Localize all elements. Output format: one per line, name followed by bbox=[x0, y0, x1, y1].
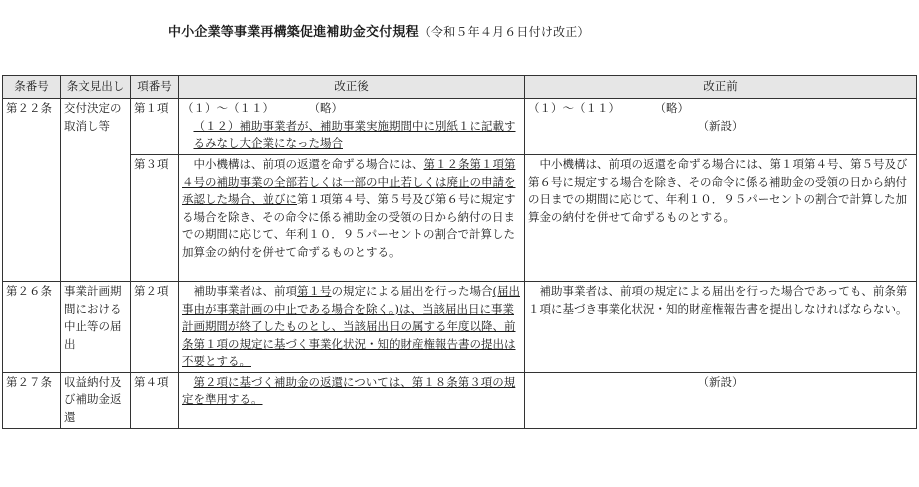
item-no-cell: 第２項 bbox=[131, 282, 179, 373]
comparison-table bbox=[2, 75, 917, 429]
before-text-unchanged: （１）～（１１） （略） bbox=[528, 101, 689, 115]
table-row bbox=[3, 282, 917, 373]
after-text-added: 第２項に基づく補助金の返還については、第１８条第３項の規定を準用する。 bbox=[182, 374, 516, 406]
document-title bbox=[168, 21, 590, 40]
before-text-new-marker: （新設） bbox=[697, 118, 744, 133]
before-revision-cell bbox=[525, 99, 917, 155]
article-heading-cell: 収益納付及び補助金返還 bbox=[61, 372, 131, 428]
before-text-new-marker: （新設） bbox=[697, 374, 744, 389]
document-title-main: 中小企業等事業再構築促進補助金交付規程 bbox=[168, 25, 419, 40]
before-revision-cell bbox=[525, 155, 917, 282]
after-text-part: 補助事業者は、前項 bbox=[193, 284, 297, 298]
header-after-revision: 改正後 bbox=[179, 76, 525, 99]
after-text-added: （１２）補助事業者が、補助事業実施期間中に別紙１に記載するみなし大企業になった場合 bbox=[193, 118, 516, 150]
before-text: 補助事業者は、前項の規定による届出を行った場合であっても、前条第１項に基づき事業化状況・知的財産権報告書を提出しなければならない。 bbox=[528, 284, 908, 316]
after-revision-cell bbox=[179, 372, 525, 428]
after-text-added: 第１２条第１項第４号の補助事業の全部若しくは一部の中止若しくは廃止の申請を承認した場合、並びに bbox=[182, 157, 516, 206]
after-text bbox=[182, 283, 521, 371]
document-title-revision: （令和５年４月６日付け改正） bbox=[418, 25, 590, 39]
after-revision-cell bbox=[179, 155, 525, 282]
after-text bbox=[182, 156, 521, 261]
after-revision-cell bbox=[179, 99, 525, 155]
header-before-revision: 改正前 bbox=[525, 76, 917, 99]
table-row bbox=[3, 372, 917, 428]
before-text: 中小機構は、前項の返還を命ずる場合には、第１項第４号、第５号及び第６号に規定する場合を除き、その命令に係る補助金の受領の日から納付の日までの期間に応じて、年利１０．９５パーセントの割合で計算した加算金の納付を併せて命ずるものとする。 bbox=[528, 157, 908, 224]
after-text-added: (届出事由が事業計画の中止である場合を除く。)は、当該届出日に事業計画期間が終了したものとし、当該届出日の属する年度以降、前条第１項の規定に基づく事業化状況・知的財産権報告書の提出は不要とする。 bbox=[182, 284, 520, 368]
table-row bbox=[3, 99, 917, 155]
table-header-row bbox=[3, 76, 917, 99]
before-revision-cell bbox=[525, 282, 917, 373]
header-article-no: 条番号 bbox=[3, 76, 61, 99]
after-revision-cell bbox=[179, 282, 525, 373]
before-revision-cell bbox=[525, 372, 917, 428]
after-text-added: 第１号 bbox=[297, 284, 332, 298]
item-no-cell: 第１項 bbox=[131, 99, 179, 155]
after-text-part: 中小機構は、前項の返還を命ずる場合には、 bbox=[193, 157, 424, 171]
table-row bbox=[3, 155, 917, 282]
after-text-part: の規定による届出を行った場合 bbox=[331, 284, 493, 298]
header-article-heading: 条文見出し bbox=[61, 76, 131, 99]
article-no-cell: 第２６条 bbox=[3, 282, 61, 373]
article-heading-cell: 事業計画期間における中止等の届出 bbox=[61, 282, 131, 373]
header-item-no: 項番号 bbox=[131, 76, 179, 99]
item-no-cell: 第３項 bbox=[131, 155, 179, 282]
after-text-unchanged: （１）～（１１） （略） bbox=[182, 101, 343, 115]
article-heading-cell: 交付決定の取消し等 bbox=[61, 99, 131, 282]
after-text-part: 第１項第４号、第５号及び第６号に規定する場合を除き、その命令に係る補助金の受領の日から納付の日までの期間に応じて、年利１０．９５パーセントの割合で計算した加算金の納付を併せて命ずるものとする。 bbox=[182, 192, 516, 259]
article-no-cell: 第２２条 bbox=[3, 99, 61, 282]
article-no-cell: 第２７条 bbox=[3, 372, 61, 428]
item-no-cell: 第４項 bbox=[131, 372, 179, 428]
